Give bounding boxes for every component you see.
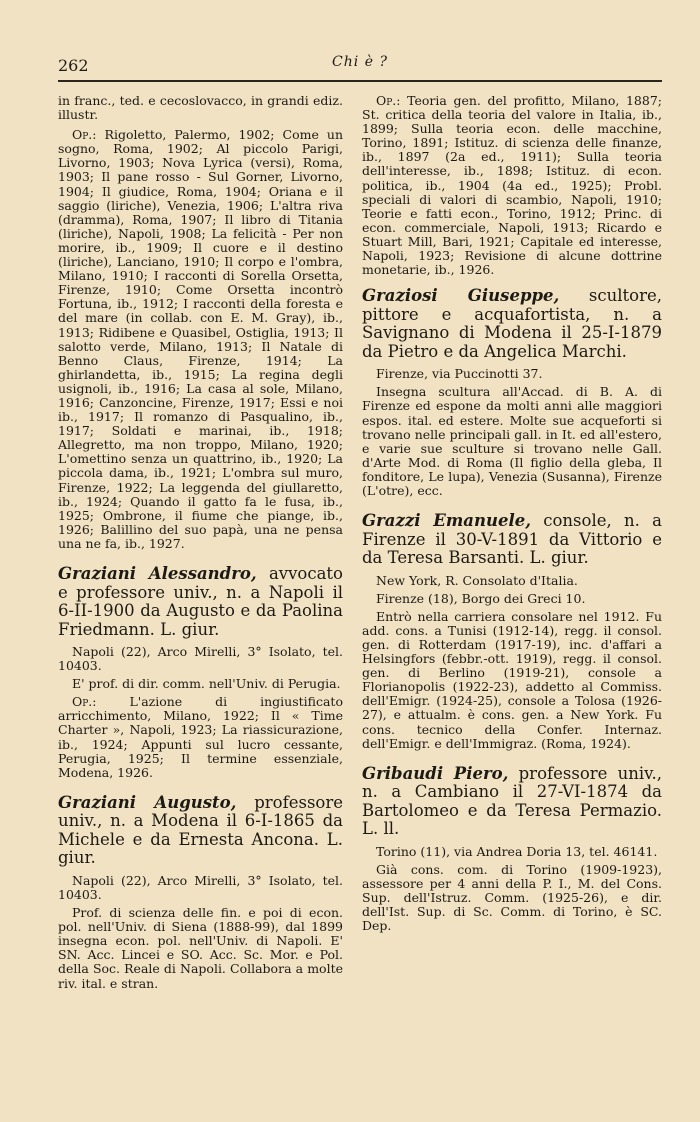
continuation-text: in franc., ted. e cecoslovacco, in grandi ediz. illustr. (58, 93, 343, 123)
works-list (58, 128, 343, 551)
entry-bio: Entrò nella carriera consolare nel 1912. Fu add. cons. a Tunisi (1912-14), regg. il consol. gen. di Rotterdam (1917-19), inc. d'affari a Helsingfors (febbr.-ott. 1919), regg. il consol. gen. di Berlino (1919-21), console a Florianopolis (1922-23), addetto al Commiss. dell'Emigr. (1924-25), console a Tolosa (1926-27), e attualm. è cons. gen. a New York. Fu cons. tecnico della Confer. Internaz. dell'Emigr. e dell'Immigraz. (Roma, 1924). (362, 608, 662, 751)
works-list (362, 94, 662, 277)
entry-heading (362, 287, 662, 361)
works-text: L'azione di ingiustificato arricchimento, Milano, 1922; Il « Time Charter », Napoli, 1923; La riassicurazione, ib., 1924; Appunti sul lucro cessante, Perugia, 1925; Il termine essenziale, Modena, 1926. (58, 694, 343, 780)
works-label: Op.: (72, 694, 97, 710)
entry-bio: Prof. di scienza delle fin. e poi di econ. pol. nell'Univ. di Siena (1888-99), dal 1899 insegna econ. pol. nell'Univ. di Napoli. E' SN. Acc. Lincei e SO. Acc. Sc. Mor. e Pol. della Soc. Reale di Napoli. Collabora a molte riv. ital. e stran. (58, 905, 343, 991)
works-list (58, 695, 343, 780)
entry-heading-text: scultore, pittore e acquafortista, n. a Savignano di Modena il 25-I-1879 da Pietro e da Angelica Marchi. (362, 286, 662, 361)
entry-heading (362, 765, 662, 839)
entry-grazzi-emanuele (362, 512, 662, 751)
entry-heading (58, 794, 343, 868)
works-text: Teoria gen. del profitto, Milano, 1887; St. critica della teoria del valore in Italia, ib., 1899; Sulla teoria econ. delle macchine, Torino, 1891; Istituz. di scienza delle finanze, ib., 1897 (2a ed., 1911); Sulla teoria dell'interesse, ib., 1898; Istituz. di econ. politica, ib., 1904 (4a ed., 1925); Probl. speciali di valori di scambio, Napoli, 1910; Teorie e fatti econ., Torino, 1912; Princ. di econ. commerciale, Napoli, 1913; Ricardo e Stuart Mill, Bari, 1921; Capitale ed interesse, Napoli, 1923; Revisione di alcune dottrine monetarie, ib., 1926. (362, 93, 662, 278)
entry-bio: Già cons. com. di Torino (1909-1923), assessore per 4 anni della P. I., M. del Cons. Sup. dell'Istruz. Comm. (1925-26), e dir. dell'Ist. Sup. di Sc. Comm. di Torino, è SC. Dep. (362, 861, 662, 934)
entry-gribaudi-piero (362, 765, 662, 934)
entry-address-secondary: Firenze (18), Borgo dei Greci 10. (376, 590, 586, 606)
works-text: Rigoletto, Palermo, 1902; Come un sogno, Roma, 1902; Al piccolo Parigi, Livorno, 1903; Nova Lyrica (versi), Roma, 1903; Il pane rosso - Sul Gorner, Livorno, 1904; Il giudice, Roma, 1904; Oriana e il saggio (liriche), Venezia, 1906; L'altra riva (dramma), Roma, 1907; Il libro di Titania (liriche), Napoli, 1908; La felicità - Per non morire, ib., 1909; Il cuore e il destino (liriche), Lanciano, 1910; Il corpo e l'ombra, Milano, 1910; I racconti di Sorella Orsetta, Firenze, 1910; Come Orsetta incontrò Fortuna, ib., 1912; I racconti della foresta e del mare (in collab. con E. M. Gray), ib., 1913; Ridibene e Quasibel, Ostiglia, 1913; Il salotto verde, Milano, 1913; Il Natale di Benno Claus, Firenze, 1914; La ghirlandetta, ib., 1915; La regina degli usignoli, ib., 1916; La casa al sole, Milano, 1916; Canzoncine, Firenze, 1917; Essi e noi ib., 1917; Il romanzo di Pasqualino, ib., 1917; Soldati e marinai, ib., 1918; Allegretto, ma non troppo, Milano, 1920; L'omettino senza un quattrino, ib., 1920; La piccola dama, ib., 1921; L'ombra sul muro, Firenze, 1922; La leggenda del giullaretto, ib., 1924; Quando il gatto fa le fusa, ib., 1925; Ombrone, il fiume che piange, ib., 1926; Balillino del suo papà, una ne pensa una ne fa, ib., 1927. (58, 127, 343, 551)
entry-heading (58, 565, 343, 639)
page-number: 262 (58, 56, 89, 75)
works-label: Op.: (376, 93, 401, 108)
entry-address: Napoli (22), Arco Mirelli, 3° Isolato, tel. 10403. (58, 644, 343, 674)
entry-heading-text: console, n. a Firenze il 30-V-1891 da Vittorio e da Teresa Barsanti. L. giur. (362, 511, 662, 568)
entry-address: Torino (11), via Andrea Doria 13, tel. 46141. (376, 843, 658, 859)
right-column (362, 94, 662, 937)
entry-name: Gribaudi Piero, (362, 763, 509, 783)
entry-heading (362, 512, 662, 568)
entry-graziosi-giuseppe (362, 287, 662, 498)
left-column (58, 94, 343, 995)
entry-bio: Insegna scultura all'Accad. di B. A. di Firenze ed espone da molti anni alle maggiori espos. ital. ed estere. Molte sue acqueforti si trovano nelle principali gall. in It. ed all'estero, e varie sue sculture si trovano nelle Gall. d'Arte Mod. di Roma (Il figlio della gleba, Il fonditore, Le lupa), Venezia (Susanna), Firenze (L'otre), ecc. (362, 384, 662, 498)
entry-name: Graziani Alessandro, (58, 564, 257, 583)
entry-name: Grazzi Emanuele, (362, 511, 531, 531)
entry-heading-text: professore univ., n. a Modena il 6-I-1865 da Michele e da Ernesta Ancona. L. giur. (58, 792, 343, 868)
entry-bio: E' prof. di dir. comm. nell'Univ. di Perugia. (72, 676, 341, 692)
page-header (58, 52, 662, 82)
entry-address: New York, R. Consolato d'Italia. (376, 572, 578, 588)
entry-name: Graziani Augusto, (58, 792, 237, 812)
works-label: Op.: (72, 127, 97, 143)
entry-address: Napoli (22), Arco Mirelli, 3° Isolato, tel. 10403. (58, 872, 343, 902)
running-title: Chi è ? (332, 54, 388, 70)
entry-heading-text: avvocato e professore univ., n. a Napoli il 6-II-1900 da Augusto e da Paolina Friedmann. L. giur. (58, 564, 343, 639)
entry-heading-text: professore univ., n. a Cambiano il 27-VI-1874 da Bartolomeo e da Teresa Permazio. L. ll. (362, 763, 662, 839)
entry-address: Firenze, via Puccinotti 37. (376, 366, 543, 382)
entry-graziani-alessandro (58, 565, 343, 780)
entry-name: Graziosi Giuseppe, (362, 286, 560, 306)
entry-graziani-augusto (58, 794, 343, 991)
